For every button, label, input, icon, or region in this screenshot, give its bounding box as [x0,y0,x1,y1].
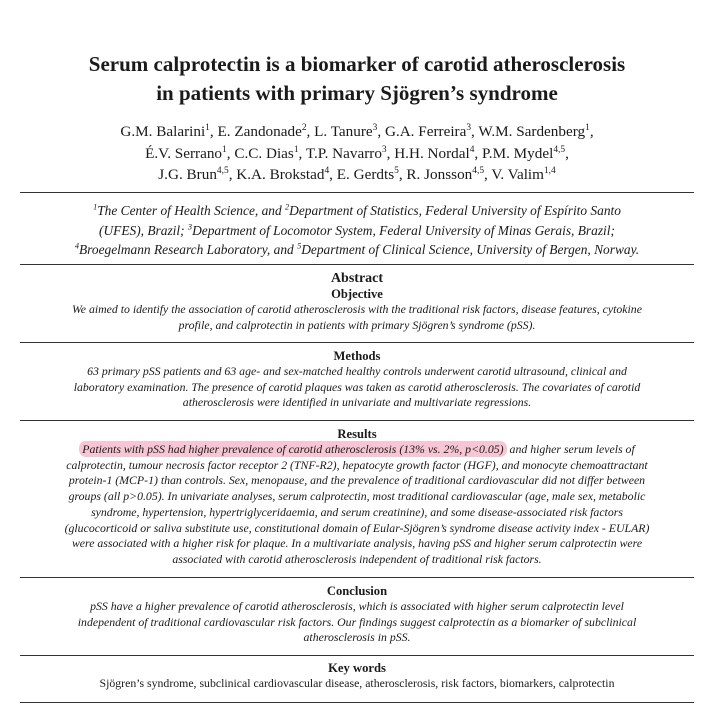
author-affiliation-sup: 1 [205,122,210,133]
conclusion-section [20,584,694,646]
affiliation-sup: 4 [74,241,79,251]
affiliation-text: The Center of Health Science, and [97,203,286,218]
affiliation-sup: 5 [297,241,302,251]
author-name: V. Valim [491,166,544,183]
methods-text [20,364,694,411]
author-name: É.V. Serrano [145,144,223,162]
methods-heading: Methods [333,349,381,363]
text-line: atherosclerosis were identified in univariate and multivariate regressions. [182,395,532,410]
author-name: H.H. Nordal [394,144,470,162]
author-affiliation-sup: 5 [394,165,399,176]
author-name: E. Gerdts [336,166,395,183]
divider [20,702,694,703]
text-line: atherosclerosis in pSS. [303,630,411,645]
conclusion-text [20,599,694,646]
affiliation-line-1 [20,201,694,221]
divider [20,192,694,193]
author-line-3: J.G. Brun$^{4,5}$, K.A. Brokstad$^4$, E. Gerdts$^5$, R. Jonsson$^{4,5}$, V. Valim$^{1,4}$ [158,165,556,183]
affiliation-line-2 [20,221,694,241]
author-name: L. Tanure [314,123,373,140]
objective-text [20,302,694,333]
author-name: J.G. Brun [158,166,217,183]
author-name: W.M. Sardenberg [478,123,586,140]
text-line: We aimed to identify the association of carotid atherosclerosis with the traditional risk factors, disease features, cytokine [72,302,642,316]
affiliation-text: Department of Locomotor System, Federal University of Minas Gerais, Brazil; [192,222,615,238]
affiliation-sup: 3 [187,222,193,232]
title-line-1: Serum calprotectin is a biomarker of carotid atherosclerosis [88,52,626,76]
text-line: independent of traditional cardiovascular risk factors. Our findings suggest calprotectin as a biomarker of subclinical [77,614,637,629]
text-line: were associated with a higher risk for plaque. In a multivariate analysis, having pSS and higher serum calprotectin were [71,536,643,551]
text-line: profile, and calprotectin in patients with primary Sjögren’s syndrome (pSS). [178,317,536,332]
author-name: T.P. Navarro [305,144,382,162]
author-name: K.A. Brokstad [236,166,325,183]
text-segment: and higher serum levels of [506,442,635,456]
affiliations [20,201,694,260]
author-affiliation-sup: 1 [293,144,299,155]
abstract-heading: Abstract [330,271,384,286]
author-affiliation-sup: 4,5 [216,165,229,176]
affiliation-text: (UFES), Brazil; [99,222,188,238]
author-name: G.M. Balarini [120,123,206,140]
paper-title [20,50,694,108]
author-name: C.C. Dias [234,144,294,162]
text-line: groups (all p>0.05). In univariate analyses, serum calprotectin, most traditional cardiovascular (age, male sex, metabolic [68,489,646,504]
author-affiliation-sup: 3 [372,122,378,133]
results-heading: Results [337,427,377,441]
divider [20,577,694,578]
divider [20,655,694,656]
keywords-heading: Key words [328,661,386,675]
author-affiliation-sup: 4 [469,144,475,155]
author-line-1: G.M. Balarini$^1$, E. Zandonade$^2$, L. Tanure$^3$, G.A. Ferreira$^3$, W.M. Sardenberg$^1$, [120,122,594,140]
text-line: calprotectin, tumour necrosis factor receptor 2 (TNF-R2), hepatocyte growth factor (HGF), and monocyte chemoattractant [66,457,648,472]
affiliation-line-3 [20,240,694,260]
text-line: 63 primary pSS patients and 63 age- and sex-matched healthy controls underwent carotid ultrasound, clinical and [87,364,627,378]
text-line: pSS have a higher prevalence of carotid atherosclerosis, which is associated with higher serum calprotectin level [90,599,624,613]
keywords-section [20,661,694,692]
results-section [20,427,694,568]
text-line: (glucocorticoid or saliva substitute use, constitutional domain of Eular-Sjögren’s syndrome disease activity index - EULAR) [64,520,650,535]
results-text [20,442,694,568]
affiliation-text: Broegelmann Research Laboratory, and [78,242,298,257]
text-line: protein-1 (MCP-1) than controls. Sex, menopause, and the prevalence of traditional cardiovascular did not differ between [68,473,646,488]
methods-section [20,349,694,411]
author-affiliation-sup: 4,5 [553,144,566,155]
author-list [20,121,694,186]
author-name: G.A. Ferreira [384,123,467,140]
conclusion-heading: Conclusion [326,584,388,598]
text-line [20,442,694,458]
author-affiliation-sup: 1 [585,122,590,133]
divider [20,264,694,265]
objective-section [20,271,694,333]
affiliation-text: Department of Statistics, Federal University of Espírito Santo [289,203,621,218]
divider [20,342,694,343]
author-affiliation-sup: 4,5 [472,165,485,176]
author-affiliation-sup: 3 [381,144,387,155]
text-line: associated with carotid atherosclerosis independent of traditional risk factors. [172,551,542,566]
author-name: P.M. Mydel [482,144,554,162]
divider [20,420,694,421]
title-line-2: in patients with primary Sjögren’s syndrome [156,81,558,105]
affiliation-text: Department of Clinical Science, University of Bergen, Norway. [301,242,640,257]
text-line: laboratory examination. The presence of carotid plaques was taken as carotid atherosclerosis. The covariates of carotid [73,379,641,394]
affiliation-sup: 2 [285,202,290,212]
author-line-2: É.V. Serrano$^1$, C.C. Dias$^1$, T.P. Navarro$^3$, H.H. Nordal$^4$, P.M. Mydel$^{4,5}$, [145,144,569,162]
author-affiliation-sup: 2 [301,122,307,133]
author-affiliation-sup: 1 [222,144,227,155]
author-affiliation-sup: 3 [466,122,472,133]
keywords-text: Sjögren’s syndrome, subclinical cardiovascular disease, atherosclerosis, risk factors, biomarkers, calprotectin [99,676,615,690]
author-affiliation-sup: 4 [324,165,330,176]
affiliation-sup: 1 [93,202,98,212]
text-line: syndrome, hypertension, hypertriglyceridaemia, and serum creatinine), and some disease-associated risk factors [91,504,623,519]
highlighted-finding: Patients with pSS had higher prevalence of carotid atherosclerosis (13% vs. 2%, p<0.05) [79,441,506,457]
author-name: E. Zandonade [217,123,302,140]
objective-heading: Objective [331,287,383,301]
author-name: R. Jonsson [406,166,473,183]
author-affiliation-sup: 1,4 [543,165,556,176]
